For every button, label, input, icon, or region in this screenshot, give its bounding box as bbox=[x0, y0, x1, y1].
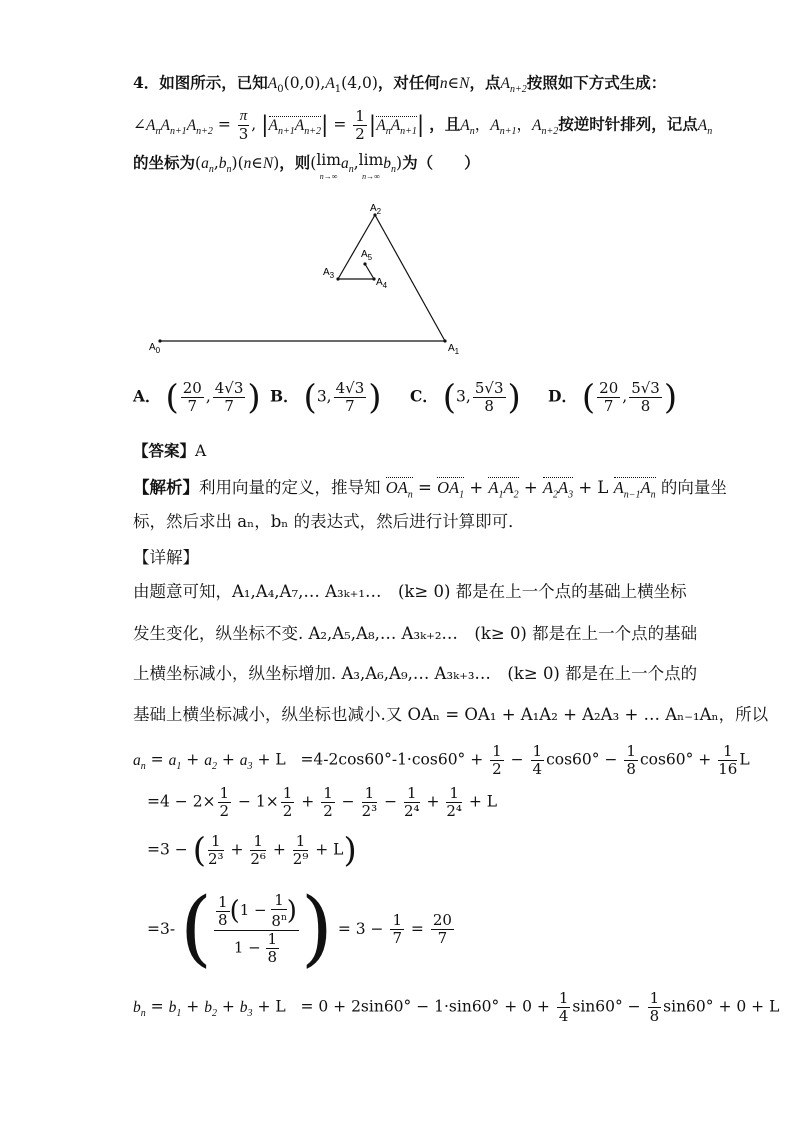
point-a5 bbox=[363, 262, 366, 265]
detail-line-4: 基础上横坐标减小，纵坐标也减小.又 OAₙ = OA₁ + A₁A₂ + A₂A₃ + … Aₙ₋₁Aₙ，所以 bbox=[133, 705, 769, 724]
equation-b-line-1: $b_n = b_1 + b_2 + b_3 + L = 0 + 2\sin 60^\circ - 1\cdot\sin 60^\circ + 0$ + $\frac{1}{4}$ sin60° − $\frac{1}{8}$ sin60° + 0 + L bbox=[133, 989, 780, 1025]
equation-a-line-4: =3- ( $\frac{1}{8}$ (1 − $\frac{1}{8^n}$ ) 1 − $\frac{1}{8}$ ) = 3 − $\frac{1}{7}$ = $\frac{20}{7}$ bbox=[147, 881, 452, 976]
label-a1: $A_1$ bbox=[448, 343, 460, 356]
analysis-line-2: 标，然后求出 aₙ，bₙ 的表达式，然后进行计算即可． bbox=[133, 512, 525, 531]
segment-a2-a3 bbox=[338, 215, 375, 279]
option-d[interactable]: D． ( $\frac{20}{7}$ , $\frac{5√3}{8}$ ) bbox=[548, 377, 678, 418]
label-a4: $A_4$ bbox=[376, 277, 388, 290]
question-line-3: 的坐标为$(a_n,b_n)(n\in N)$，则(lim $n\to\infty a_n,\lim$ $n\to\infty b_n$)为（ ） bbox=[133, 151, 480, 181]
detail-line-2: 发生变化，纵坐标不变. A₂,A₅,A₈,… A₃ₖ₊₂… (k≥ 0) 都是在上一个点的基础 bbox=[133, 624, 698, 643]
label-a3: $A_3$ bbox=[323, 267, 335, 280]
detail-tag: 【详解】 bbox=[133, 548, 199, 567]
detail-line-3: 上横坐标减小，纵坐标增加. A₃,A₆,A₉,… A₃ₖ₊₃… (k≥ 0) 都是在上一个点的 bbox=[133, 664, 698, 683]
segment-a4-a5 bbox=[365, 264, 374, 279]
option-b[interactable]: B． (3, $\frac{4√3}{7}$ ) bbox=[270, 377, 382, 418]
question-line-1: 4．如图所示，已知$A_0(0,0),A_1(4,0)$，对任何n∈N，点$A_{n+2}$按照如下方式生成： bbox=[133, 73, 667, 96]
detail-line-1: 由题意可知，A₁,A₄,A₇,… A₃ₖ₊₁… (k≥ 0) 都是在上一个点的基础上横坐标 bbox=[133, 582, 687, 601]
point-a0 bbox=[158, 339, 161, 342]
equation-a-line-2: =4 − 2× $\frac{1}{2}$ − 1× $\frac{1}{2}$ + $\frac{1}{2}$ − $\frac{1}{\text{2³}}$ − $\frac{1}{\text{2⁴}}$ + $\frac{1}{\text{2⁴}}$ + L bbox=[147, 784, 498, 820]
option-c[interactable]: C． (3, $\frac{5√3}{8}$ ) bbox=[410, 377, 521, 418]
label-a0: $A_0$ bbox=[149, 342, 161, 355]
answer-tag: 【答案】 bbox=[133, 441, 196, 460]
point-a1 bbox=[443, 339, 446, 342]
point-a3 bbox=[336, 277, 339, 280]
question-line-2: $\angle A_nA_{n+1}A_{n+2}$ = $\frac{\pi}{3}$ , $|A_{n+1}A_{n+2}|$ = $\frac{1}{2}$ $|A_nA_{n+1}|$ ，且$A_n$，$A_{n+1}$，$A_{n+2}$按逆时针排列，记点$A_n$ bbox=[133, 107, 713, 143]
equation-a-line-1: $a_n = a_1 + a_2 + a_3 + L =4-2\cos 60^\circ-1\cdot\cos 60^\circ$ + $\frac{1}{2}$ − $\frac{1}{4}$ cos60° − $\frac{1}{8}$ cos60° + $\frac{1}{16}$ L bbox=[133, 742, 750, 778]
equation-a-line-3: =3 − ( $\frac{1}{\text{2³}}$ + $\frac{1}{\text{2⁶}}$ + $\frac{1}{\text{2⁹}}$ + L) bbox=[147, 830, 357, 871]
answer-value: A bbox=[195, 442, 207, 460]
label-a5: $A_5$ bbox=[361, 249, 373, 262]
option-a[interactable]: A． ( $\frac{20}{7}$ , $\frac{4√3}{7}$ ) bbox=[133, 377, 261, 418]
triangle-figure bbox=[140, 198, 470, 358]
answer-line bbox=[133, 441, 206, 461]
label-a2: $A_2$ bbox=[370, 203, 382, 216]
analysis-tag: 【解析】 bbox=[133, 478, 199, 497]
segment-a1-a2 bbox=[375, 215, 445, 341]
analysis-line-1: 【解析】利用向量的定义，推导知 $OA_n = OA_1 + A_1A_2 + A_2A_3 + L$ $A_{n-1}A_n$ 的向量坐 bbox=[133, 478, 727, 501]
